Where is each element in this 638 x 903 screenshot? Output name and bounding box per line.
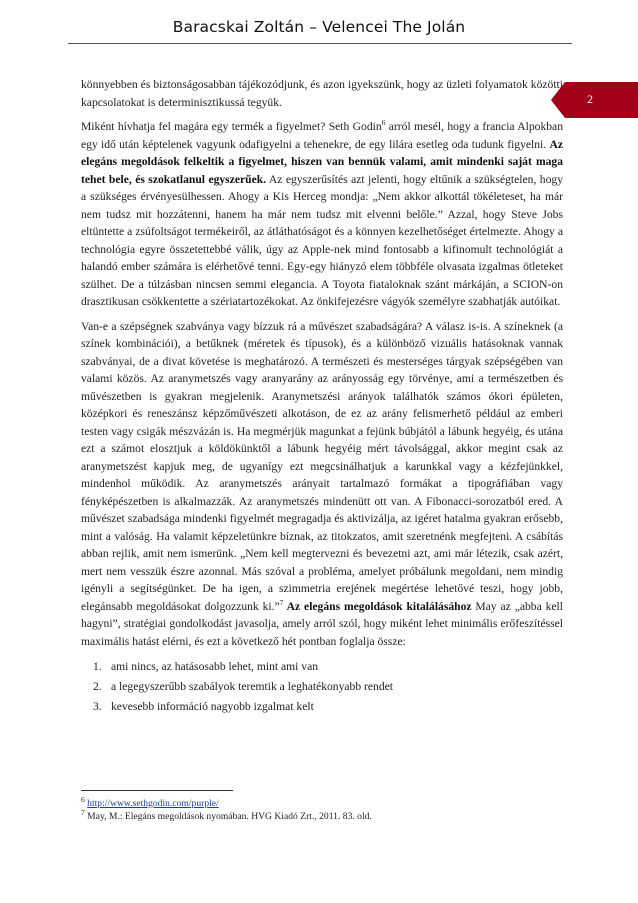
footnote-ref-6[interactable]: 6 xyxy=(381,118,386,128)
list-item-number: 1. xyxy=(93,660,102,673)
body-text xyxy=(81,76,563,717)
list-item-number: 3. xyxy=(93,700,102,713)
footnote-divider xyxy=(81,790,233,791)
footnote-number: 7 xyxy=(81,807,85,817)
paragraph-3-text-b: May az „abba kell hagyni”, stratégiai gondolkodást javasolja, amely arról szól, hogy miként lehet minimális erőfeszítéssel maximális hatást elérni, és ezt a következő hét pontban foglalja össze: xyxy=(81,599,563,648)
list-item-number: 2. xyxy=(93,680,102,693)
footnotes xyxy=(81,794,563,823)
paragraph-2-bold: Az elegáns megoldások felkeltik a figyelmet, hiszen van bennük valami, amit mindenki saját maga tehet bele, és szokatlanul egyszerűek. xyxy=(81,137,563,186)
footnote-text: May, M.: Elegáns megoldások nyomában. HVG Kiadó Zrt., 2011. 83. old. xyxy=(87,811,372,822)
paragraph-2-text-a: Miként hívhatja fel magára egy termék a figyelmet? Seth Godin xyxy=(81,120,382,133)
page-header-title: Baracskai Zoltán – Velencei The Jolán xyxy=(172,18,466,36)
footnote-ref-7[interactable]: 7 xyxy=(279,597,284,607)
list-item-text: ami nincs, az hatásosabb lehet, mint ami van xyxy=(111,660,319,673)
list-item xyxy=(81,697,563,717)
list-item xyxy=(81,657,563,677)
paragraph-2-text-c: Az egyszerűsítés azt jelenti, hogy eltűnik a szükségtelen, hogy a szükséges érvényesülhessen. Ahogy a Kis Herceg mondja: „Nem akkor alkottál tökéleteset, ha már nem tudsz mit hozzátenni, hanem ha már nem tudsz mit elvenni belőle.” Azzal, hogy Steve Jobs eltüntette a zsúfoltságot termékeiről, az átláthatóságot és a könnyen kezelhetőséget értelmezte. Ahogy a technológia egyre összetettebbé válik, úgy az Apple-nek mind fontosabb a kifinomult technológiát a halandó ember számára is elérhetővé tenni. Egy-egy hiányzó elem többféle olvasata izgalmas ötleteket szülhet. De a túlzásban nincsen semmi elegancia. A Toyota fiataloknak szánt márkáján, a SCION-on drasztikusan csökkentette a szériatartozékokat. Az önkifejezésre vágyók személyre szabhatják autóikat. xyxy=(81,172,563,308)
paragraph-2 xyxy=(81,118,563,311)
page-number: 2 xyxy=(587,92,593,106)
list-item xyxy=(81,677,563,697)
footnote-link[interactable]: http://www.sethgodin.com/purple/ xyxy=(87,798,219,809)
list-item-text: a legegyszerűbb szabályok teremtik a leghatékonyabb rendet xyxy=(111,680,393,693)
footnote-6 xyxy=(81,794,563,810)
paragraph-3 xyxy=(81,318,563,651)
page-number-tab xyxy=(565,82,638,118)
header-divider xyxy=(68,43,572,44)
list-item-text: kevesebb információ nagyobb izgalmat kelt xyxy=(111,700,314,713)
footnote-7 xyxy=(81,807,563,823)
paragraph-3-bold: Az elegáns megoldások kitalálásához xyxy=(283,599,472,613)
numbered-list xyxy=(81,657,563,717)
paragraph-2-text-b: arról mesél, hogy a francia Alpokban egy idő után képtelenek vagyunk odafigyelni a tehenekre, de egy lilára esetleg oda tudunk figyelni. xyxy=(81,120,564,151)
paragraph-3-text-a: Van-e a szépségnek szabványa vagy bízzuk rá a művészet szabadságára? A válasz is-is. A színeknek (a színek kombinációi), a betűknek (méretek és típusok), és a különböző vizuális hatásoknak vannak szabványai, de a divat követése is meghatározó. A természeti és mesterséges tárgyak szépségében van valami közös. Az aranymetszés vagy aranyarány az arányosság egy törvénye, ami a természetben és művészetben is gyakran megjelenik. Aranymetszési arányok találhatók számos ókori épületen, középkori és reneszánsz képzőművészeti alkotáson, de ez az arány felismerhető például az emberi testen vagy csigák mészvázán is. Ha megmérjük magunkat a fejünk búbjától a lábunk hegyéig, és utána ezt a számot elosztjuk a köldökünktől a lábunk hegyéig mért távolsággal, akkor megint csak az aranymetszést kapjuk meg, de ugyanígy ezt megcsinálhatjuk a karunkkal vagy a kézfejünkkel, mindenhol működik. Az aranymetszés arányait tartalmazó formákat a tipográfiában vagy fényképészetben is alkalmazzák. Az aranymetszés mindenütt ott van. A Fibonacci-sorozatból ered. A művészet szabadsága mindenki figyelmét megragadja és aktivizálja, az igéret hatalma gyakran erősebb, mint a valóság. Ha valamit képzeletünkre bíznak, az titokzatos, amit szeretnénk megfejteni. A csábítás abban rejlik, amit nem ismerünk. „Nem kell megtervezni és bevezetni azt, ami már létezik, csak azért, mert nem vesszük észre azonnal. Más szóval a probléma, amelyet próbálunk megoldani, nem mindig igényli a segítségünket. De ha igen, a szimmetria erejének megértése lehetővé teszi, hogy jobb, elegánsabb megoldásokat dolgozzunk ki.” xyxy=(81,319,563,613)
footnote-number: 6 xyxy=(81,794,85,804)
paragraph-1: könnyebben és biztonságosabban tájékozódjunk, és azon igyekszünk, hogy az üzleti folyamatok közötti kapcsolatokat is determinisztikussá tegyük. xyxy=(81,78,563,109)
